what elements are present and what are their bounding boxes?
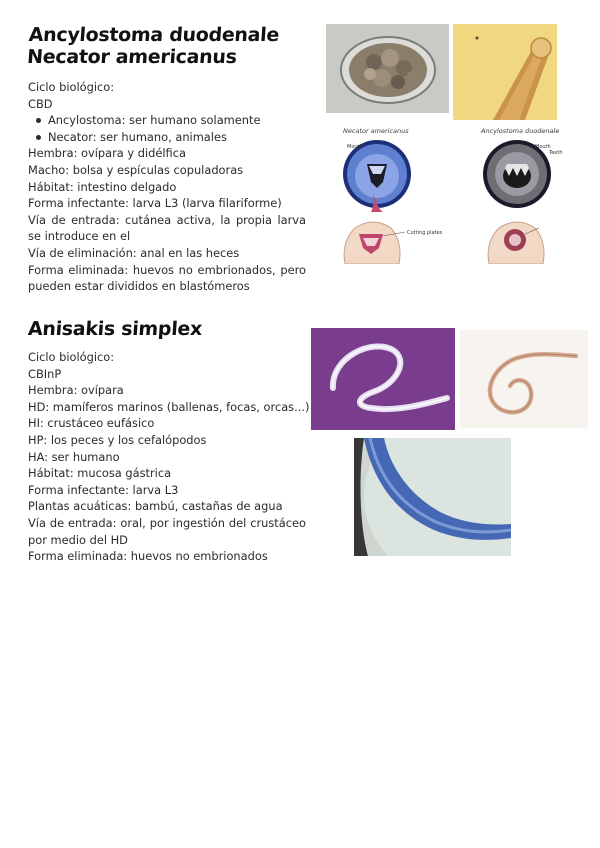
anisakis-larva-purple-image	[311, 328, 455, 430]
text-cbinp: CBInP	[28, 366, 62, 381]
section-ancylostoma	[28, 24, 306, 295]
section-title-ancylostoma	[26, 24, 307, 68]
list-item: Necator: ser humano, animales	[28, 129, 306, 146]
mouth-comparison-image	[333, 124, 579, 264]
section-title-anisakis: Anisakis simplex	[27, 318, 203, 340]
title-line-2: Necator americanus	[26, 46, 238, 68]
text-hp: HP: los peces y los cefalópodos	[28, 432, 207, 447]
text-hembra: Hembra: ovípara	[28, 383, 124, 398]
text-ciclo: Ciclo biológico:	[28, 350, 115, 364]
text-plantas: Plantas acuáticas: bambú, castañas de agua	[28, 499, 283, 514]
text-forma-infectante: Forma infectante: larva L3	[28, 482, 179, 497]
anisakis-microscopy-image	[354, 438, 511, 556]
text-hd: HD: mamíferos marinos (ballenas, focas, orcas...)	[28, 399, 310, 414]
title-line-1: Ancylostoma duodenale	[28, 24, 280, 46]
text-forma-eliminada: Forma eliminada: huevos no embrionados	[28, 549, 268, 564]
text-ciclo: Ciclo biológico:	[28, 80, 115, 94]
hookworm-egg-image	[326, 24, 449, 113]
text-forma-eliminada: Forma eliminada: huevos no embrionados, pero pueden estar divididos en blastómeros	[28, 262, 306, 294]
label-mouth-left: Mouth	[347, 144, 363, 150]
text-cbd: CBD	[28, 96, 53, 111]
text-via-entrada: Vía de entrada: cutánea activa, la propia larva se introduce en el	[28, 212, 306, 244]
host-list	[28, 112, 306, 145]
text-via-eliminacion: Vía de eliminación: anal en las heces	[28, 245, 240, 260]
section-anisakis	[27, 318, 310, 565]
section-body	[28, 349, 310, 565]
text-hembra: Hembra: ovípara y didélfica	[28, 146, 186, 161]
label-mouth-right: Mouth	[535, 144, 551, 150]
larva-head-image	[453, 24, 557, 120]
label-teeth: Teeth	[549, 150, 563, 156]
label-cutting-plates: Cutting plates	[407, 230, 443, 236]
text-ha: HA: ser humano	[28, 449, 120, 464]
text-habitat: Hábitat: intestino delgado	[28, 179, 177, 194]
text-habitat: Hábitat: mucosa gástrica	[28, 466, 172, 481]
text-hi: HI: crustáceo eufásico	[28, 416, 155, 431]
text-forma-infectante: Forma infectante: larva L3 (larva filariforme)	[28, 196, 282, 211]
list-item: Ancylostoma: ser humano solamente	[28, 112, 306, 129]
text-macho: Macho: bolsa y espículas copuladoras	[28, 162, 244, 177]
label-ancylostoma: Ancylostoma duodenale	[481, 127, 560, 135]
label-necator: Necator americanus	[343, 127, 409, 135]
text-via-entrada: Vía de entrada: oral, por ingestión del crustáceo por medio del HD	[28, 515, 306, 547]
section-body	[28, 79, 306, 295]
anisakis-coiled-image	[460, 330, 588, 428]
